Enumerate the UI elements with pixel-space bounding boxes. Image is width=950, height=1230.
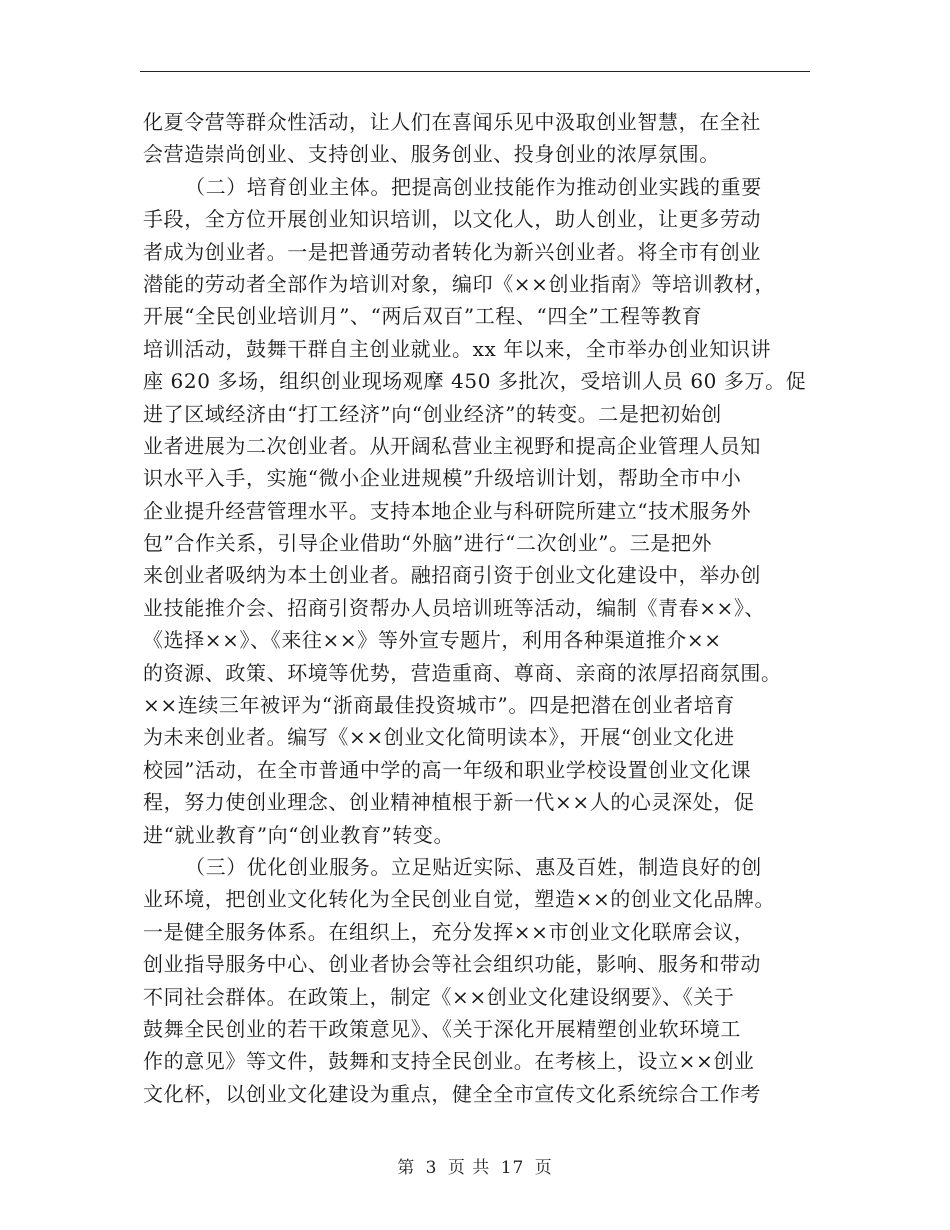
text-line: 来创业者吸纳为本土创业者。融招商引资于创业文化建设中，举办创 <box>143 563 761 588</box>
text-line: 会营造崇尚创业、支持创业、服务创业、投身创业的浓厚氛围。 <box>143 142 720 167</box>
text-line: （二）培育创业主体。把提高创业技能作为推动创业实践的重要 <box>185 174 762 199</box>
page-footer <box>0 1153 950 1178</box>
text-line: 进了区域经济由“打工经济”向“创业经济”的转变。二是把初始创 <box>143 401 722 426</box>
text-line: ××连续三年被评为“浙商最佳投资城市”。四是把潜在创业者培育 <box>143 693 735 718</box>
text-line: 不同社会群体。在政策上，制定《××创业文化建设纲要》、《关于 <box>143 984 735 1009</box>
text-line: 开展“全民创业培训月”、“两后双百”工程、“四全”工程等教育 <box>143 304 703 329</box>
header-rule <box>140 71 810 72</box>
text-line: 的资源、政策、环境等优势，营造重商、尊商、亲商的浓厚招商氛围。 <box>143 660 782 685</box>
text-line: 作的意见》等文件，鼓舞和支持全民创业。在考核上，设立××创业 <box>143 1049 755 1074</box>
text-line: 包”合作关系，引导企业借助“外脑”进行“二次创业”。三是把外 <box>143 531 713 556</box>
text-line: 创业指导服务中心、创业者协会等社会组织功能，影响、服务和带动 <box>143 952 761 977</box>
footer-suffix: 页 <box>534 1158 553 1178</box>
text-line: 《选择××》、《来往××》等外宣专题片，利用各种渠道推介×× <box>143 628 722 653</box>
text-line: 座 620 多场，组织创业现场观摩 450 多批次，受培训人员 60 多万。促 <box>143 369 807 394</box>
text-line: 业技能推介会、招商引资帮办人员培训班等活动，编制《青春××》、 <box>143 595 766 620</box>
text-line: 化夏令营等群众性活动，让人们在喜闻乐见中汲取创业智慧，在全社 <box>143 110 761 134</box>
text-line: 进“就业教育”向“创业教育”转变。 <box>143 822 455 847</box>
document-body <box>143 106 815 1110</box>
total-page-count: 17 <box>500 1158 525 1178</box>
text-line: 者成为创业者。一是把普通劳动者转化为新兴创业者。将全市有创业 <box>143 239 761 264</box>
text-line: 一是健全服务体系。在组织上，充分发挥××市创业文化联席会议， <box>143 919 755 944</box>
footer-middle: 页 共 <box>447 1158 491 1178</box>
footer-prefix: 第 <box>397 1158 416 1178</box>
text-line: 企业提升经营管理水平。支持本地企业与科研院所建立“技术服务外 <box>143 498 752 523</box>
text-line: 业环境，把创业文化转化为全民创业自觉，塑造××的创业文化品牌。 <box>143 887 776 912</box>
text-line: 培训活动，鼓舞干群自主创业就业。xx 年以来，全市举办创业知识讲 <box>143 336 772 361</box>
text-line: 为未来创业者。编写《××创业文化简明读本》，开展“创业文化进 <box>143 725 735 750</box>
text-line: 程，努力使创业理念、创业精神植根于新一代××人的心灵深处，促 <box>143 790 755 815</box>
text-line: 潜能的劳动者全部作为培训对象，编印《××创业指南》等培训教材， <box>143 271 776 296</box>
text-line: 手段，全方位开展创业知识培训，以文化人，助人创业，让更多劳动 <box>143 207 761 232</box>
text-line: 业者进展为二次创业者。从开阔私营业主视野和提高企业管理人员知 <box>143 433 761 458</box>
current-page-number: 3 <box>425 1158 438 1178</box>
text-line: 文化杯，以创业文化建设为重点，健全全市宣传文化系统综合工作考 <box>143 1081 761 1106</box>
text-line: （三）优化创业服务。立足贴近实际、惠及百姓，制造良好的创 <box>185 854 762 879</box>
text-line: 识水平入手，实施“微小企业进规模”升级培训计划，帮助全市中小 <box>143 466 742 491</box>
text-line: 鼓舞全民创业的若干政策意见》、《关于深化开展精塑创业软环境工 <box>143 1016 741 1041</box>
text-line: 校园”活动，在全市普通中学的高一年级和职业学校设置创业文化课 <box>143 757 752 782</box>
